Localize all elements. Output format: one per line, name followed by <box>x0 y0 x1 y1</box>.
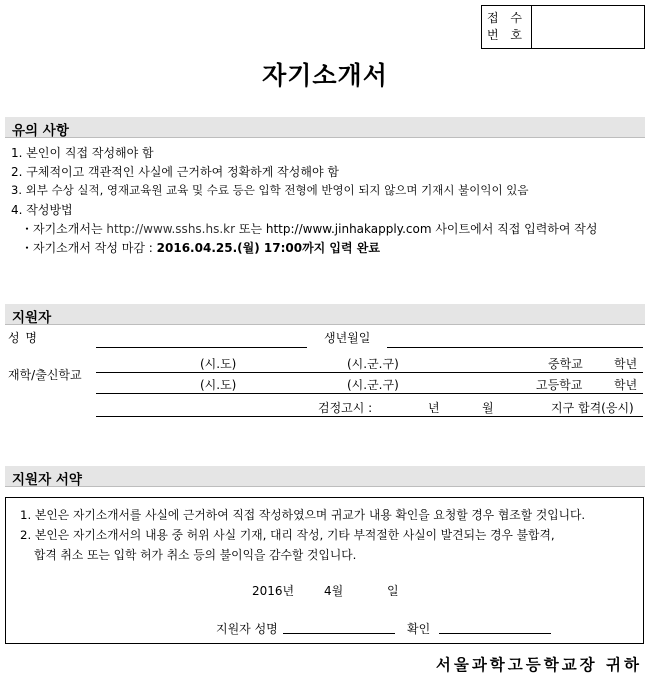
signer-name-field[interactable] <box>283 633 395 634</box>
method1-rest: 또는 http://www.jinhakapply.com 사이트에서 직접 입력하여 작성 <box>238 222 598 236</box>
date-day: 일 <box>387 584 399 598</box>
ged-district-label: 지구 합격(응시) <box>551 401 634 415</box>
confirm-field[interactable] <box>439 633 551 634</box>
ged-year-label: 년 <box>428 401 440 415</box>
middle-si-do: (시.도) <box>200 357 237 371</box>
name-field[interactable] <box>96 347 307 348</box>
pledge-section-header <box>5 466 645 487</box>
high-school-field[interactable] <box>96 393 643 394</box>
method2-prefix: ・자기소개서 작성 마감 : <box>21 241 153 255</box>
page-title: 자기소개서 <box>262 61 388 90</box>
high-school-label: 고등학교 <box>536 378 583 392</box>
middle-grade-label: 학년 <box>614 357 638 371</box>
middle-school-label: 중학교 <box>548 357 583 371</box>
reception-label-line2: 번 호 <box>487 28 526 42</box>
notes-section-header <box>5 117 645 138</box>
deadline-text: 2016.04.25.(월) 17:00까지 입력 완료 <box>156 241 380 255</box>
ged-field[interactable] <box>96 416 643 417</box>
reception-label <box>482 6 532 48</box>
pledge-item-1: 1. 본인은 자기소개서를 사실에 근거하여 직접 작성하였으며 귀교가 내용 확인을 요청할 경우 협조할 것입니다. <box>20 508 586 522</box>
name-label: 성 명 <box>8 331 38 345</box>
pledge-item-2a: 2. 본인은 자기소개서의 내용 중 허위 사실 기재, 대리 작성, 기타 부적절한 사실이 발견되는 경우 불합격, <box>20 528 555 542</box>
addressee: 서울과학고등학교장 귀하 <box>435 656 642 674</box>
applicant-section-header <box>5 304 645 325</box>
method-line-1 <box>21 220 597 237</box>
reception-number-box <box>481 5 645 49</box>
high-si-gun-gu: (시.군.구) <box>347 378 399 392</box>
high-si-do: (시.도) <box>200 378 237 392</box>
birth-label: 생년월일 <box>324 331 371 345</box>
notes-item-1: 1. 본인이 직접 작성해야 함 <box>11 146 154 160</box>
notes-item-2: 2. 구체적이고 객관적인 사실에 근거하여 정확하게 작성해야 함 <box>11 165 339 179</box>
ged-month-label: 월 <box>482 401 494 415</box>
notes-item-3: 3. 외부 수상 실적, 영재교육원 교육 및 수료 등은 입학 전형에 반영이 되지 않으며 기재시 불이익이 있음 <box>11 183 529 197</box>
high-grade-label: 학년 <box>614 378 638 392</box>
pledge-item-2b: 합격 취소 또는 입학 허가 취소 등의 불이익을 감수할 것입니다. <box>34 548 357 562</box>
birth-field[interactable] <box>387 347 643 348</box>
school-website-link[interactable]: http://www.sshs.hs.kr <box>106 222 236 236</box>
notes-item-4: 4. 작성방법 <box>11 203 73 217</box>
confirm-label: 확인 <box>407 622 431 636</box>
applicant-header-label: 지원자 <box>12 310 52 326</box>
signer-name-label: 지원자 성명 <box>216 622 278 636</box>
ged-label: 검정고시 : <box>318 401 373 415</box>
date-year: 2016년 <box>252 584 295 598</box>
method-line-2 <box>21 239 380 256</box>
middle-school-field[interactable] <box>96 372 643 373</box>
method1-prefix: ・자기소개서는 <box>21 222 103 236</box>
notes-header-label: 유의 사항 <box>12 123 69 139</box>
reception-label-line1: 접 수 <box>487 11 526 25</box>
middle-si-gun-gu: (시.군.구) <box>347 357 399 371</box>
pledge-header-label: 지원자 서약 <box>12 472 82 488</box>
school-label: 재학/출신학교 <box>8 368 82 382</box>
date-month: 4월 <box>324 584 344 598</box>
